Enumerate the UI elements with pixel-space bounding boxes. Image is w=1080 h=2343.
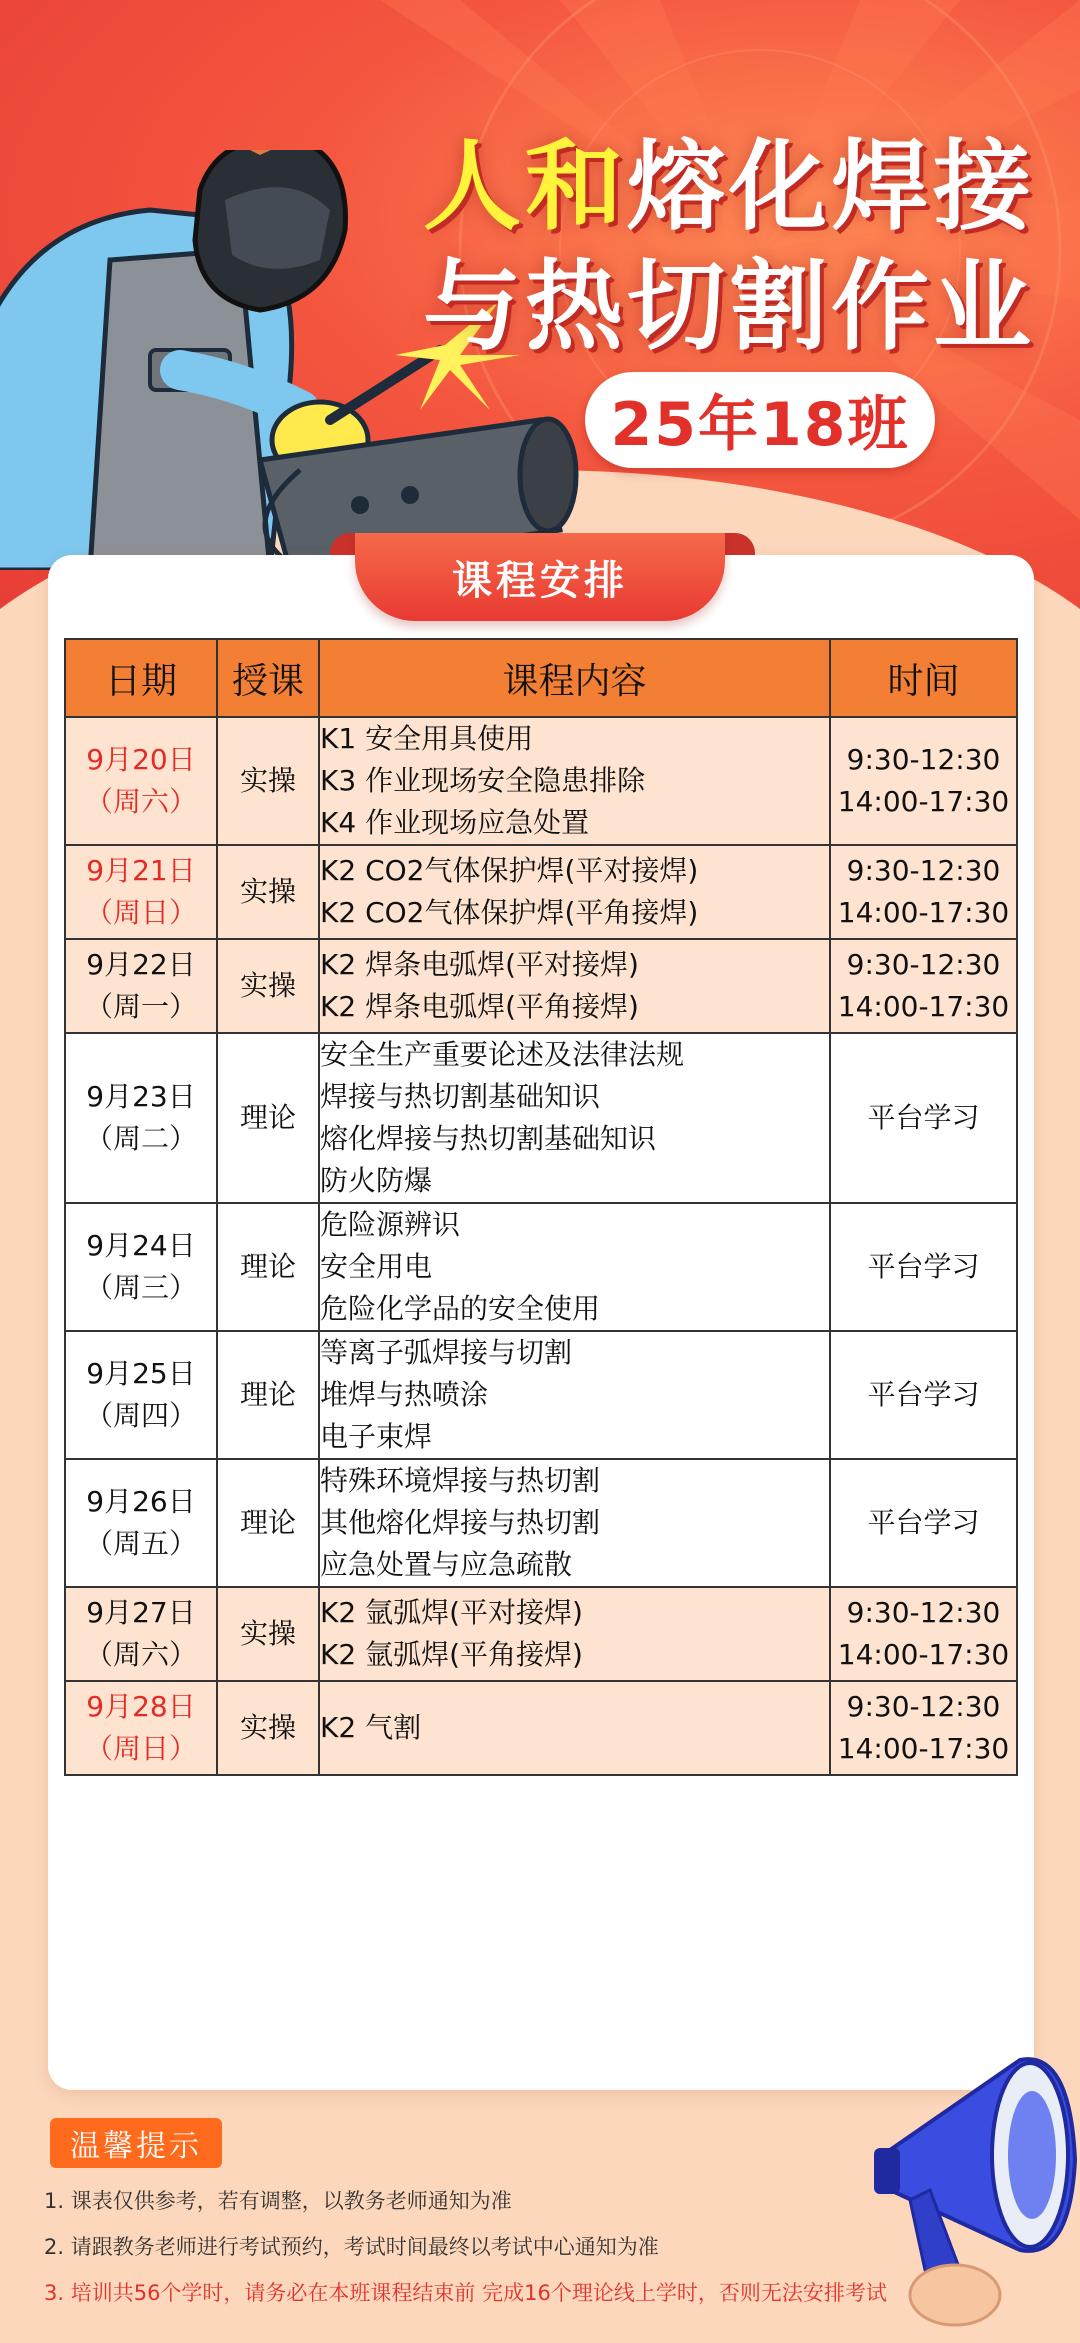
time-cell (830, 717, 1017, 845)
weekday-text: （周四） (84, 1399, 197, 1432)
time-cell (830, 1203, 1017, 1331)
content-line: K4 作业现场应急处置 (320, 806, 590, 839)
content-line: 焊接与热切割基础知识 (320, 1080, 601, 1113)
date-text: 9月26日 (86, 1485, 196, 1518)
time-cell (830, 939, 1017, 1033)
table-row (65, 845, 1017, 939)
time-line: 14:00-17:30 (837, 990, 1010, 1023)
mode-cell: 理论 (217, 1203, 319, 1331)
content-cell (319, 939, 830, 1033)
content-line: 危险源辨识 (320, 1208, 461, 1241)
mode-cell: 实操 (217, 939, 319, 1033)
date-cell (65, 1459, 217, 1587)
date-cell (65, 1331, 217, 1459)
time-line: 平台学习 (867, 1101, 980, 1134)
date-cell (65, 939, 217, 1033)
date-cell (65, 845, 217, 939)
content-line: 防火防爆 (320, 1164, 433, 1197)
weekday-text: （周六） (84, 785, 197, 818)
time-line: 9:30-12:30 (846, 743, 1001, 776)
schedule-body (65, 717, 1017, 1775)
tips-label: 温馨提示 (50, 2118, 222, 2168)
table-row (65, 1033, 1017, 1203)
title-line-2: 与热切割作业 (422, 250, 1035, 364)
table-row (65, 717, 1017, 845)
weekday-text: （周一） (84, 990, 197, 1023)
content-cell (319, 1681, 830, 1775)
date-text: 9月22日 (86, 948, 196, 981)
content-cell (319, 845, 830, 939)
time-line: 9:30-12:30 (846, 948, 1001, 981)
table-row (65, 939, 1017, 1033)
time-cell (830, 1033, 1017, 1203)
date-text: 9月25日 (86, 1357, 196, 1390)
weekday-text: （周六） (84, 1638, 197, 1671)
content-cell (319, 1203, 830, 1331)
time-line: 平台学习 (867, 1378, 980, 1411)
weekday-text: （周五） (84, 1527, 197, 1560)
date-text: 9月28日 (86, 1690, 196, 1723)
date-cell (65, 1203, 217, 1331)
weekday-text: （周二） (84, 1122, 197, 1155)
weekday-text: （周日） (84, 896, 197, 929)
time-cell (830, 1459, 1017, 1587)
time-line: 9:30-12:30 (846, 1690, 1001, 1723)
content-line: 特殊环境焊接与热切割 (320, 1464, 601, 1497)
time-cell (830, 1331, 1017, 1459)
mode-cell: 理论 (217, 1033, 319, 1203)
time-cell (830, 1681, 1017, 1775)
content-line: K2 焊条电弧焊(平对接焊) (320, 948, 639, 981)
date-text: 9月21日 (86, 854, 196, 887)
content-line: K2 氩弧焊(平角接焊) (320, 1638, 583, 1671)
date-text: 9月27日 (86, 1596, 196, 1629)
hero-banner (0, 0, 1080, 620)
weekday-text: （周日） (84, 1732, 197, 1765)
date-text: 9月23日 (86, 1080, 196, 1113)
section-title: 课程安排 (355, 533, 725, 621)
tip-item: 1. 课表仅供参考，若有调整，以教务老师通知为准 (44, 2189, 512, 2213)
content-line: K3 作业现场安全隐患排除 (320, 764, 646, 797)
mode-cell: 实操 (217, 1587, 319, 1681)
content-line: 堆焊与热喷涂 (320, 1378, 489, 1411)
time-line: 14:00-17:30 (837, 896, 1010, 929)
content-line: 安全用电 (320, 1250, 433, 1283)
content-line: K2 氩弧焊(平对接焊) (320, 1596, 583, 1629)
date-text: 9月20日 (86, 743, 196, 776)
content-line: K2 气割 (320, 1711, 422, 1744)
table-row (65, 1459, 1017, 1587)
mode-cell: 理论 (217, 1331, 319, 1459)
weekday-text: （周三） (84, 1271, 197, 1304)
table-row (65, 1203, 1017, 1331)
table-row (65, 1331, 1017, 1459)
content-cell (319, 1033, 830, 1203)
header-time: 时间 (830, 639, 1017, 717)
content-line: 应急处置与应急疏散 (320, 1548, 573, 1581)
date-cell (65, 1587, 217, 1681)
date-cell (65, 717, 217, 845)
time-line: 14:00-17:30 (837, 1638, 1010, 1671)
header-mode: 授课 (217, 639, 319, 717)
time-line: 平台学习 (867, 1506, 980, 1539)
content-line: 等离子弧焊接与切割 (320, 1336, 573, 1369)
content-line: K2 CO2气体保护焊(平对接焊) (320, 854, 699, 887)
time-line: 9:30-12:30 (846, 854, 1001, 887)
header-date: 日期 (65, 639, 217, 717)
content-line: K1 安全用具使用 (320, 722, 534, 755)
content-cell (319, 1331, 830, 1459)
content-cell (319, 1587, 830, 1681)
table-row (65, 1681, 1017, 1775)
time-cell (830, 1587, 1017, 1681)
content-cell (319, 1459, 830, 1587)
time-line: 9:30-12:30 (846, 1596, 1001, 1629)
time-cell (830, 845, 1017, 939)
mode-cell: 实操 (217, 1681, 319, 1775)
tip-item: 3. 培训共56个学时，请务必在本班课程结束前 完成16个理论线上学时，否则无法安排考试 (44, 2281, 887, 2305)
time-line: 14:00-17:30 (837, 1732, 1010, 1765)
mode-cell: 实操 (217, 845, 319, 939)
class-badge: 25年18班 (585, 372, 935, 468)
date-cell (65, 1681, 217, 1775)
tip-item: 2. 请跟教务老师进行考试预约，考试时间最终以考试中心通知为准 (44, 2235, 659, 2259)
content-line: K2 焊条电弧焊(平角接焊) (320, 990, 639, 1023)
time-line: 平台学习 (867, 1250, 980, 1283)
mode-cell: 实操 (217, 717, 319, 845)
table-row (65, 1587, 1017, 1681)
content-line: K2 CO2气体保护焊(平角接焊) (320, 896, 699, 929)
content-cell (319, 717, 830, 845)
title-highlight: 人和 (422, 130, 627, 244)
time-line: 14:00-17:30 (837, 785, 1010, 818)
content-line: 电子束焊 (320, 1420, 433, 1453)
date-text: 9月24日 (86, 1229, 196, 1262)
content-line: 安全生产重要论述及法律法规 (320, 1038, 685, 1071)
content-line: 熔化焊接与热切割基础知识 (320, 1122, 657, 1155)
mode-cell: 理论 (217, 1459, 319, 1587)
header-content: 课程内容 (319, 639, 830, 717)
date-cell (65, 1033, 217, 1203)
content-line: 其他熔化焊接与热切割 (320, 1506, 601, 1539)
megaphone-icon (870, 2040, 1080, 2330)
schedule-table (64, 638, 1018, 1776)
content-line: 危险化学品的安全使用 (320, 1292, 601, 1325)
title-line-1-rest: 熔化焊接 (626, 130, 1035, 244)
table-header-row (65, 639, 1017, 717)
